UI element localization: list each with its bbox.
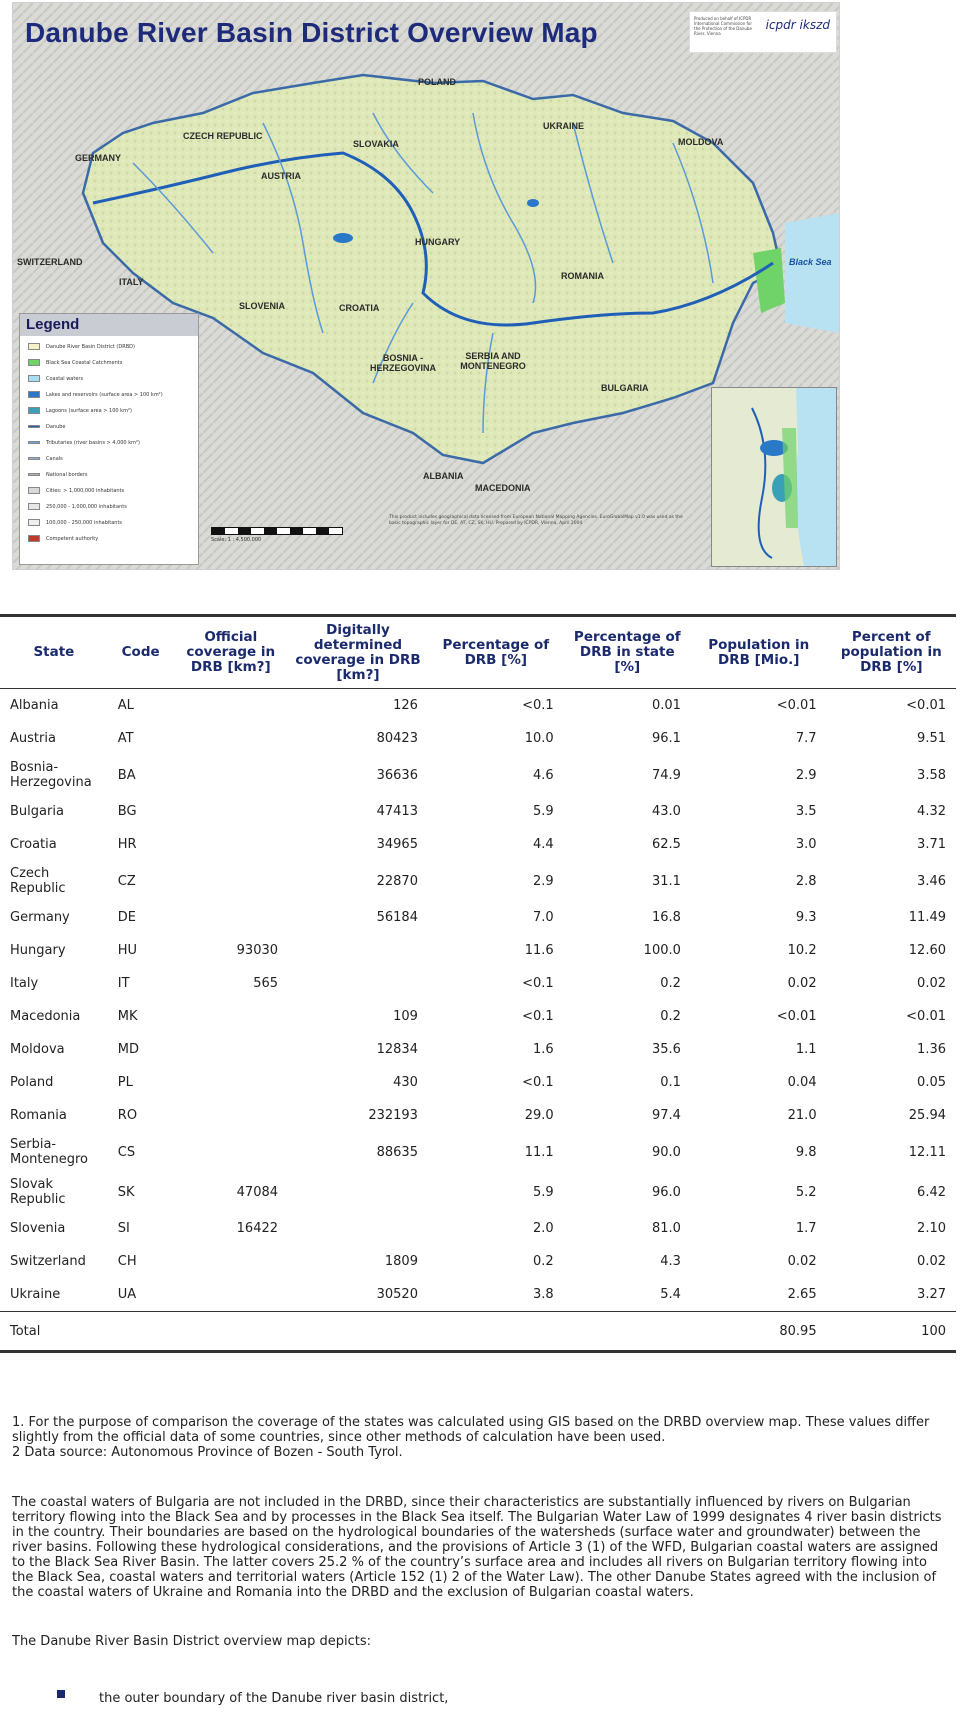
legend-item: 250,000 - 1,000,000 inhabitants — [28, 502, 127, 512]
cell-official-coverage — [174, 1278, 289, 1312]
cell-state: Bosnia-Herzegovina — [10, 760, 92, 790]
cell-population: 3.0 — [795, 837, 817, 852]
cell-code: AT — [117, 731, 134, 746]
cell-state: Italy — [10, 976, 39, 991]
legend-item: Lakes and reservoirs (surface area > 100 km²) — [28, 390, 163, 400]
cell-digital-coverage: 232193 — [368, 1108, 418, 1123]
map-legend — [19, 313, 199, 565]
drb-coverage-table — [0, 614, 956, 1353]
legend-item: 100,000 - 250,000 inhabitants — [28, 518, 122, 528]
cell-pct-population: 9.51 — [917, 731, 946, 746]
cell-empty — [564, 1312, 691, 1352]
cell-digital-coverage: 56184 — [376, 910, 418, 925]
cell-state: Czech Republic — [10, 866, 66, 896]
bullet-square-icon — [57, 1690, 65, 1698]
col-header-code: Code — [121, 644, 160, 660]
legend-swatch — [28, 519, 40, 526]
cell-pct-drb: 5.9 — [532, 804, 554, 819]
cell-empty — [428, 1312, 564, 1352]
cell-pct-drb: 2.0 — [532, 1221, 554, 1236]
table-row — [0, 755, 956, 795]
cell-pct-drb: <0.1 — [522, 976, 554, 991]
cell-pct-state: 4.3 — [660, 1254, 681, 1269]
cell-official-coverage — [174, 1132, 289, 1172]
country-label: BOSNIA - HERZEGOVINA — [369, 353, 436, 373]
cell-pct-state: 90.0 — [651, 1144, 681, 1160]
cell-official-coverage — [174, 1033, 289, 1066]
cell-code: SI — [117, 1221, 130, 1236]
cell-digital-coverage: 22870 — [376, 873, 418, 889]
cell-pct-drb: 4.4 — [532, 837, 554, 852]
cell-pct-population: 0.02 — [917, 1254, 946, 1269]
cell-state: Slovak Republic — [10, 1177, 66, 1207]
cell-code: DE — [117, 910, 137, 925]
cell-pct-state: 74.9 — [651, 767, 681, 783]
cell-pct-state: 31.1 — [651, 873, 681, 889]
delta-inset-map — [711, 387, 837, 567]
table-row — [0, 1066, 956, 1099]
cell-state: Romania — [10, 1108, 67, 1123]
cell-pct-state: 81.0 — [651, 1221, 681, 1236]
cell-pct-drb: 11.1 — [524, 1144, 554, 1160]
table-row — [0, 828, 956, 861]
cell-pct-drb: 0.2 — [532, 1254, 554, 1269]
cell-pct-population: 3.46 — [917, 873, 946, 889]
legend-item: Canals — [28, 454, 63, 464]
legend-item: Competent authority — [28, 534, 98, 544]
cell-pct-population: <0.01 — [906, 1009, 946, 1024]
cell-pct-population: 1.36 — [917, 1042, 946, 1057]
table-header-row — [0, 616, 956, 689]
table-row — [0, 934, 956, 967]
country-label: CZECH REPUBLIC — [183, 131, 263, 141]
table-row — [0, 1212, 956, 1245]
lake — [527, 199, 539, 207]
cell-state: Bulgaria — [10, 804, 64, 819]
col-header-population: Population in DRB [Mio.] — [708, 636, 810, 668]
cell-code: CZ — [117, 873, 136, 889]
legend-swatch — [28, 487, 40, 494]
cell-code: HR — [117, 837, 137, 852]
agency-small-text: Produced on behalf of ICPDR International Commission for the Protection of the Danube River, Vienna — [694, 16, 752, 36]
cell-official-coverage — [174, 1066, 289, 1099]
col-header-pct-drb: Percentage of DRB [%] — [442, 636, 550, 668]
cell-population: 9.8 — [795, 1144, 817, 1160]
legend-swatch — [28, 391, 40, 398]
cell-official-coverage: 565 — [253, 976, 279, 991]
cell-pct-population: 3.27 — [917, 1287, 946, 1302]
cell-population: 9.3 — [795, 910, 817, 925]
legend-item: Cities: > 1,000,000 inhabitants — [28, 486, 124, 496]
country-label: MOLDOVA — [678, 137, 724, 147]
country-label: ALBANIA — [423, 471, 464, 481]
country-label: SLOVENIA — [239, 301, 286, 311]
cell-empty — [288, 1312, 428, 1352]
table-row — [0, 795, 956, 828]
footnote-1: 1. For the purpose of comparison the coverage of the states was calculated using GIS based on the DRBD overview map. These values differ slightly from the official data of some countries, since other methods of calculation have been used. — [12, 1415, 930, 1445]
cell-state: Hungary — [10, 943, 66, 958]
country-label: BULGARIA — [601, 383, 649, 393]
cell-population: 21.0 — [787, 1108, 817, 1123]
cell-population: <0.01 — [776, 1009, 817, 1024]
cell-digital-coverage: 12834 — [376, 1042, 418, 1057]
cell-code: MD — [117, 1042, 140, 1057]
scale-label: Scale: 1 : 4,500,000 — [211, 537, 262, 543]
legend-item: Coastal waters — [28, 374, 83, 384]
cell-population: 0.02 — [787, 1254, 817, 1269]
table-body — [0, 689, 956, 1352]
cell-pct-population: 11.49 — [908, 910, 946, 925]
legend-swatch — [28, 503, 40, 510]
table-total-row — [0, 1312, 956, 1352]
legend-swatch — [28, 535, 40, 542]
cell-digital-coverage: 1809 — [384, 1254, 418, 1269]
legend-title: Legend — [20, 314, 198, 336]
coastal-waters-paragraph: The coastal waters of Bulgaria are not included in the DRBD, since their characteristics are substantially influenced by rivers on Bulgarian territory flowing into the Black Sea and by processes in the Black Sea itself. The Bulgarian Water Law of 1999 designates 4 river basin districts in the country. Their boundaries are based on the hydrological boundaries of the watersheds (surface water and groundwater) between the river basins. Following these hydrological considerations, and the provisions of Article 3 (1) of the WFD, Bulgarian coastal waters are assigned to the Black Sea River Basin. The latter covers 25.2 % of the country’s surface area and includes all rivers on Bulgarian territory flowing into the Black Sea, coastal waters and territorial waters (Article 152 (1) 2 of the Water Law). The other Danube States agreed with the inclusion of the coastal waters of Ukraine and Romania into the DRBD and the exclusion of Bulgarian coastal waters. — [12, 1495, 942, 1600]
cell-pct-state: 97.4 — [651, 1108, 681, 1123]
legend-item: Danube River Basin District (DRBD) — [28, 342, 135, 352]
cell-state: Croatia — [10, 837, 57, 852]
cell-pct-drb: 11.6 — [524, 943, 554, 958]
cell-population: 2.9 — [795, 767, 817, 783]
legend-swatch — [28, 407, 40, 414]
cell-population: 2.8 — [795, 873, 817, 889]
cell-pct-population: 3.71 — [917, 837, 946, 852]
cell-pct-drb: 1.6 — [532, 1042, 554, 1057]
cell-pct-state: 35.6 — [651, 1042, 681, 1057]
table-row — [0, 1245, 956, 1278]
cell-state: Poland — [10, 1075, 54, 1090]
col-header-pct-population: Percent of population in DRB [%] — [840, 629, 942, 675]
cell-pct-drb: <0.1 — [522, 698, 554, 713]
cell-pct-population: 12.60 — [908, 943, 946, 958]
cell-state: Albania — [10, 698, 59, 713]
cell-digital-coverage: 109 — [393, 1009, 418, 1024]
cell-digital-coverage: 126 — [393, 698, 418, 713]
cell-official-coverage — [174, 1099, 289, 1132]
cell-pct-population: 0.05 — [917, 1075, 946, 1090]
cell-state: Austria — [10, 731, 56, 746]
cell-code: PL — [117, 1075, 133, 1090]
cell-population: <0.01 — [776, 698, 817, 713]
cell-state: Slovenia — [10, 1221, 66, 1236]
cell-official-coverage: 47084 — [236, 1184, 279, 1200]
cell-pct-state: 0.01 — [651, 698, 681, 713]
map-depicts-intro: The Danube River Basin District overview map depicts: — [12, 1634, 372, 1649]
cell-population: 10.2 — [787, 943, 817, 958]
cell-code: MK — [117, 1009, 138, 1024]
cell-state: Germany — [10, 910, 70, 925]
cell-pct-population: 0.02 — [917, 976, 946, 991]
cell-empty — [108, 1312, 174, 1352]
table-row — [0, 901, 956, 934]
table-row — [0, 689, 956, 723]
cell-pct-drb: 4.6 — [532, 767, 554, 783]
col-header-state: State — [33, 644, 75, 660]
cell-digital-coverage: 430 — [393, 1075, 418, 1090]
country-label: SWITZERLAND — [17, 257, 83, 267]
cell-digital-coverage: 47413 — [376, 804, 418, 819]
cell-pct-state: 100.0 — [643, 943, 681, 958]
cell-population: 0.04 — [787, 1075, 817, 1090]
cell-pct-state: 0.2 — [660, 976, 681, 991]
cell-code: CS — [117, 1144, 136, 1160]
cell-official-coverage — [174, 1245, 289, 1278]
cell-code: BG — [117, 804, 137, 819]
cell-pct-population: 2.10 — [917, 1221, 946, 1236]
cell-population: 3.5 — [795, 804, 817, 819]
cell-pct-population: 12.11 — [908, 1144, 946, 1160]
cell-pct-state: 16.8 — [651, 910, 681, 925]
cell-digital-coverage — [288, 934, 428, 967]
cell-population: 5.2 — [795, 1184, 817, 1200]
cell-state: Ukraine — [10, 1287, 61, 1302]
list-item: the outer boundary of the Danube river basin district, — [99, 1691, 449, 1706]
legend-item: National borders — [28, 470, 88, 480]
country-label: GERMANY — [75, 153, 122, 163]
cell-pct-state: 5.4 — [660, 1287, 681, 1302]
cell-empty — [174, 1312, 289, 1352]
cell-population: 1.7 — [795, 1221, 817, 1236]
legend-swatch — [28, 441, 40, 444]
cell-digital-coverage: 30520 — [376, 1287, 418, 1302]
legend-swatch — [28, 343, 40, 350]
cell-pct-state: 62.5 — [651, 837, 681, 852]
cell-pct-drb: 10.0 — [524, 731, 554, 746]
agency-logo-box — [689, 11, 837, 53]
legend-swatch — [28, 473, 40, 476]
table-row — [0, 967, 956, 1000]
lake — [333, 233, 353, 243]
cell-code: RO — [117, 1108, 138, 1123]
legend-swatch — [28, 425, 40, 428]
cell-official-coverage — [174, 795, 289, 828]
cell-code: UA — [117, 1287, 137, 1302]
table-row — [0, 1132, 956, 1172]
overview-map — [12, 2, 840, 570]
scale-bar — [211, 527, 343, 535]
table-row — [0, 1172, 956, 1212]
cell-state: Serbia-Montenegro — [10, 1137, 89, 1167]
table-row — [0, 1033, 956, 1066]
legend-item: Black Sea Coastal Catchments — [28, 358, 122, 368]
country-label: AUSTRIA — [261, 171, 301, 181]
cell-pct-population: 4.32 — [917, 804, 946, 819]
cell-pct-population: 25.94 — [908, 1108, 946, 1123]
cell-official-coverage — [174, 901, 289, 934]
cell-state: Switzerland — [10, 1254, 86, 1269]
cell-official-coverage: 16422 — [236, 1221, 279, 1236]
country-label: MACEDONIA — [475, 483, 531, 493]
cell-pct-state: 96.1 — [651, 731, 681, 746]
country-label: SERBIA AND MONTENEGRO — [460, 351, 526, 371]
col-header-official: Official coverage in DRB [km?] — [186, 629, 276, 675]
country-label: SLOVAKIA — [353, 139, 399, 149]
footnote-2: 2 Data source: Autonomous Province of Bozen - South Tyrol. — [12, 1445, 403, 1460]
cell-digital-coverage — [288, 967, 428, 1000]
cell-pct-population: 6.42 — [917, 1184, 946, 1200]
country-label: UKRAINE — [543, 121, 585, 131]
inset-graphic — [712, 388, 836, 566]
black-sea — [785, 213, 839, 333]
table-row — [0, 722, 956, 755]
cell-code: IT — [117, 976, 130, 991]
col-header-pct-state: Percentage of DRB in state [%] — [573, 629, 681, 675]
cell-digital-coverage: 80423 — [376, 731, 418, 746]
agency-logo: icpdr ikszd — [765, 18, 830, 32]
country-label: ITALY — [119, 277, 144, 287]
cell-code: BA — [117, 767, 136, 783]
country-label: CROATIA — [339, 303, 380, 313]
col-header-digital: Digitally determined coverage in DRB [km?] — [295, 621, 421, 683]
table-row — [0, 1000, 956, 1033]
country-label: HUNGARY — [415, 237, 461, 247]
cell-digital-coverage: 88635 — [376, 1144, 418, 1160]
table-row — [0, 1099, 956, 1132]
legend-swatch — [28, 457, 40, 460]
cell-total-label: Total — [10, 1323, 41, 1339]
table-row — [0, 1278, 956, 1312]
cell-total-population: 80.95 — [779, 1323, 817, 1339]
cell-code: CH — [117, 1254, 137, 1269]
cell-digital-coverage — [288, 1172, 428, 1212]
sea-label: Black Sea — [789, 257, 832, 267]
cell-official-coverage — [174, 1000, 289, 1033]
cell-code: AL — [117, 698, 134, 713]
cell-population: 1.1 — [795, 1042, 817, 1057]
cell-official-coverage — [174, 861, 289, 901]
country-label: ROMANIA — [561, 271, 604, 281]
cell-pct-state: 0.1 — [660, 1075, 681, 1090]
legend-item: Danube — [28, 422, 66, 432]
cell-pct-drb: 29.0 — [524, 1108, 554, 1123]
cell-pct-drb: <0.1 — [522, 1075, 554, 1090]
cell-state: Moldova — [10, 1042, 65, 1057]
cell-official-coverage — [174, 755, 289, 795]
cell-official-coverage — [174, 828, 289, 861]
cell-pct-drb: 7.0 — [532, 910, 554, 925]
cell-official-coverage — [174, 689, 289, 723]
map-note: This product includes geographical data licensed from European National Mapping Agencies. EuroGlobalMap v1.0 was used as the basic topographic layer for DE, AT, CZ, SK, HU. Prepared by ICPDR, Vienna, April 2004 — [389, 515, 683, 526]
cell-code: SK — [117, 1184, 135, 1200]
legend-swatch — [28, 375, 40, 382]
cell-total-pct-population: 100 — [921, 1323, 946, 1339]
cell-digital-coverage: 36636 — [376, 767, 418, 783]
cell-pct-state: 0.2 — [660, 1009, 681, 1024]
cell-population: 0.02 — [787, 976, 817, 991]
cell-pct-drb: <0.1 — [522, 1009, 554, 1024]
cell-population: 7.7 — [795, 731, 817, 746]
cell-pct-population: <0.01 — [906, 698, 946, 713]
cell-pct-state: 96.0 — [651, 1184, 681, 1200]
table-row — [0, 861, 956, 901]
cell-pct-state: 43.0 — [651, 804, 681, 819]
cell-pct-population: 3.58 — [917, 767, 946, 783]
cell-pct-drb: 5.9 — [532, 1184, 554, 1200]
cell-population: 2.65 — [787, 1287, 817, 1302]
cell-digital-coverage — [288, 1212, 428, 1245]
cell-official-coverage: 93030 — [236, 943, 279, 958]
cell-state: Macedonia — [10, 1009, 81, 1024]
legend-swatch — [28, 359, 40, 366]
legend-item: Tributaries (river basins > 4,000 km²) — [28, 438, 140, 448]
cell-pct-drb: 3.8 — [532, 1287, 554, 1302]
map-title: Danube River Basin District Overview Map — [25, 17, 598, 48]
cell-digital-coverage: 34965 — [376, 837, 418, 852]
country-label: POLAND — [418, 77, 456, 87]
cell-pct-drb: 2.9 — [532, 873, 554, 889]
legend-item: Lagoons (surface area > 100 km²) — [28, 406, 132, 416]
cell-code: HU — [117, 943, 138, 958]
cell-official-coverage — [174, 722, 289, 755]
